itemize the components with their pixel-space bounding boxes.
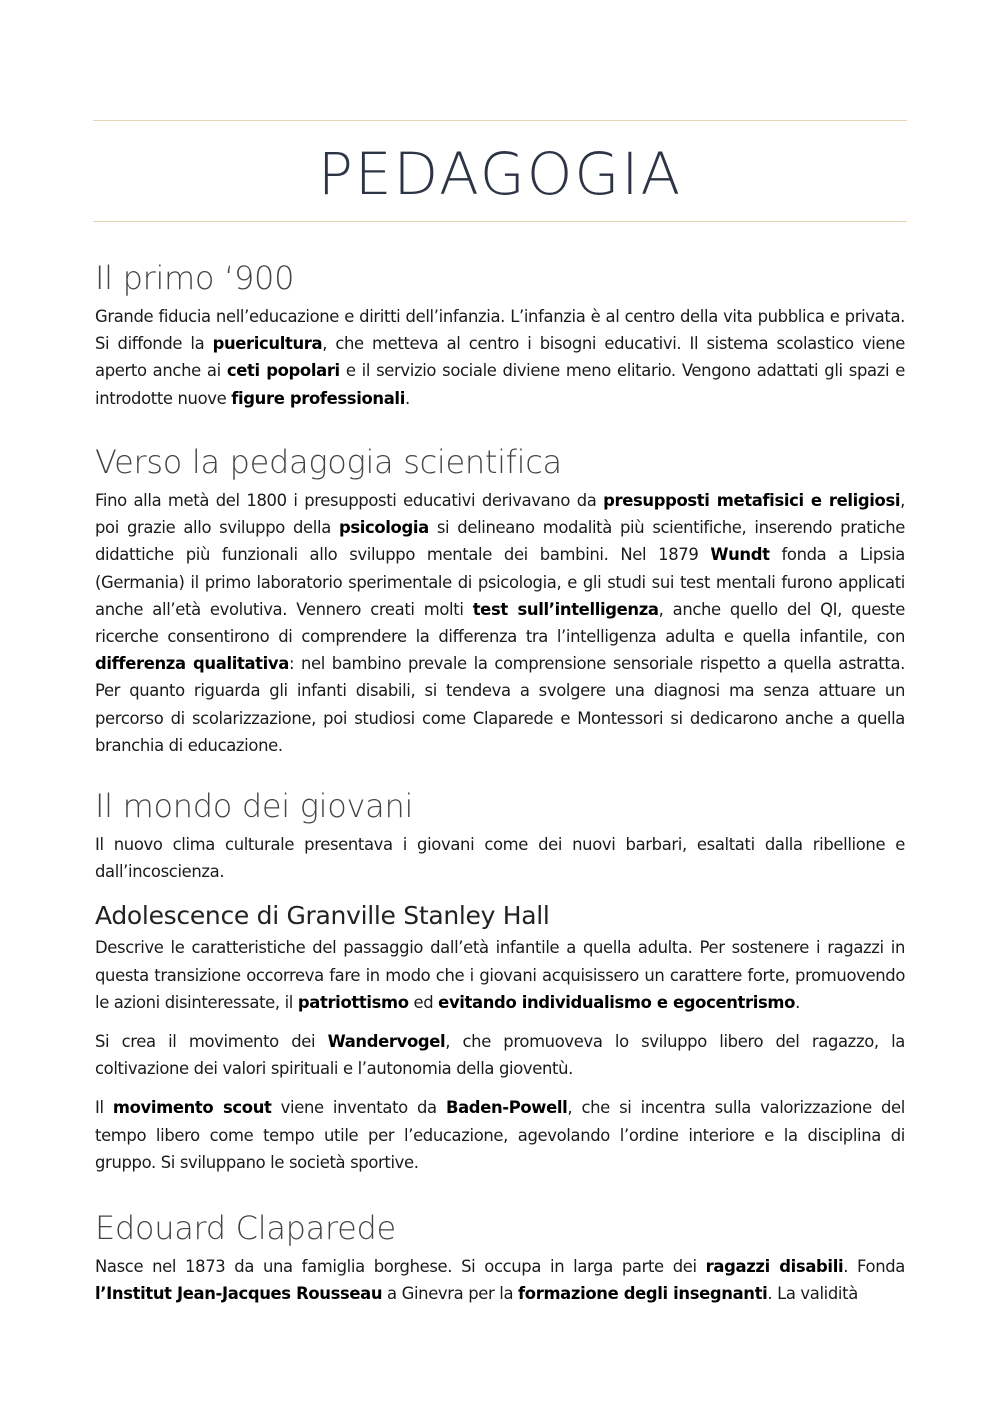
section-claparede [95, 1209, 905, 1307]
bold-term: l’Institut Jean-Jacques Rousseau [95, 1284, 383, 1304]
bold-term: formazione degli insegnanti [518, 1284, 768, 1304]
bold-term: ragazzi disabili [705, 1257, 844, 1276]
text-run: . [404, 388, 410, 408]
text-run: Il [95, 1098, 113, 1118]
text-run: Fino alla metà del 1800 i presupposti educativi derivavano da [95, 491, 604, 510]
section-pedagogia-scientifica [95, 443, 905, 759]
subsection-heading: Adolescence di Granville Stanley Hall [95, 901, 550, 931]
section-paragraph [95, 831, 905, 885]
text-run: . Fonda [843, 1257, 905, 1276]
section-paragraph [95, 487, 905, 759]
bold-term: Baden-Powell [445, 1098, 568, 1118]
text-run: si delineano modalità più scientifiche, inserendo pratiche didattiche più funzionali allo sviluppo mentale dei bambini. Nel 1879 [95, 518, 905, 565]
text-run: Nasce nel 1873 da una famiglia borghese. Si occupa in larga parte dei [95, 1257, 706, 1276]
subsection-paragraph [95, 934, 905, 1016]
text-run: , poi grazie allo sviluppo della [95, 491, 905, 538]
section-paragraph [95, 1253, 905, 1307]
text-run: , che metteva al centro i bisogni educativi. Il sistema scolastico viene aperto anche ai [95, 334, 906, 381]
text-run: . [795, 992, 800, 1012]
section-mondo-giovani [95, 787, 905, 1176]
text-run: ed [408, 992, 439, 1012]
bold-term: presupposti metafisici e religiosi [603, 491, 901, 510]
title-bottom-rule [93, 221, 907, 222]
bold-term: puericultura [212, 334, 323, 354]
text-run: e il servizio sociale diviene meno elitario. Vengono adattati gli spazi e introdotte nuove [95, 361, 905, 408]
title-top-rule [93, 120, 907, 121]
text-run: , che si incentra sulla valorizzazione del tempo libero come tempo utile per l’educazione, agevolando l’ordine interiore e la disciplina di gruppo. Si sviluppano le società sportive. [95, 1098, 905, 1172]
bold-term: differenza qualitativa [95, 654, 289, 674]
text-run: : nel bambino prevale la comprensione sensoriale rispetto a quella astratta. Per quanto riguarda gli infanti disabili, si tendeva a svolgere una diagnosi ma senza attuare un percorso di scolarizzazione, poi studiosi come Claparede e Montessori si dedicarono anche a quella branchia di educazione. [95, 654, 905, 755]
section-heading: Il primo ‘900 [95, 259, 295, 297]
bold-term: figure professionali [231, 388, 405, 408]
text-run: , anche quello del QI, queste ricerche consentirono di comprendere la differenza tra l’intelligenza adulta e quella infantile, con [95, 599, 905, 647]
bold-term: psicologia [338, 518, 429, 538]
text-run: Descrive le caratteristiche del passaggio dall’età infantile a quella adulta. Per sostenere i ragazzi in questa transizione occorreva fare in modo che i giovani acquisissero un carattere forte, promuovendo le azioni disinteressate, il [95, 938, 905, 1012]
section-heading: Il mondo dei giovani [95, 787, 414, 825]
section-heading: Edouard Claparede [95, 1209, 396, 1247]
section-primo-900 [95, 259, 905, 412]
bold-term: test sull’intelligenza [472, 599, 659, 619]
text-run: a Ginevra per la [382, 1284, 519, 1304]
subsection-paragraph [95, 1028, 905, 1082]
bold-term: patriottismo [297, 992, 409, 1012]
bold-term: evitando individualismo e egocentrismo [438, 992, 796, 1012]
text-run: Grande fiducia nell’educazione e diritti dell’infanzia. L’infanzia è al centro della vita pubblica e privata. Si diffonde la [95, 307, 905, 354]
text-run: viene inventato da [271, 1098, 446, 1118]
bold-term: ceti popolari [226, 361, 340, 381]
text-run: . La validità [767, 1284, 858, 1304]
text-run: , che promuoveva lo sviluppo libero del ragazzo, la coltivazione dei valori spirituali e l’autonomia della gioventù. [95, 1032, 905, 1079]
subsection-paragraph [95, 1094, 905, 1176]
bold-term: movimento scout [112, 1098, 272, 1118]
text-run: fonda a Lipsia (Germania) il primo laboratorio sperimentale di psicologia, e gli studi sui test mentali furono applicati anche all’età evolutiva. Vennero creati molti [95, 545, 905, 619]
section-paragraph [95, 303, 905, 412]
bold-term: Wundt [710, 545, 770, 565]
bold-term: Wandervogel [327, 1032, 446, 1052]
text-run: Il nuovo clima culturale presentava i giovani come dei nuovi barbari, esaltati dalla ribellione e dall’incoscienza. [95, 835, 905, 882]
section-heading: Verso la pedagogia scientifica [95, 443, 562, 481]
text-run: Si crea il movimento dei [95, 1032, 328, 1052]
page-title: PEDAGOGIA [317, 140, 683, 208]
